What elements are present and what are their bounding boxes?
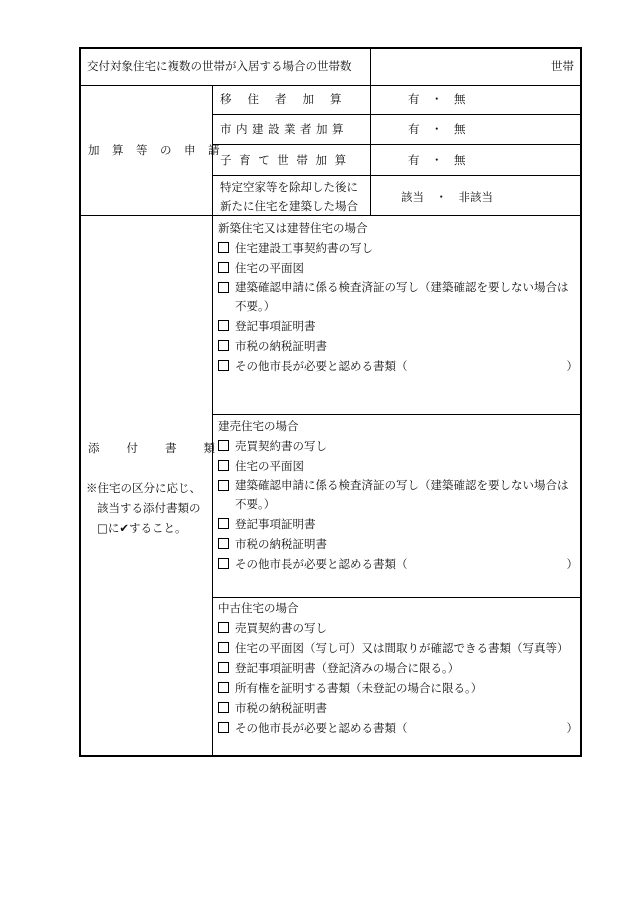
column-divider (212, 85, 213, 757)
row-divider (79, 85, 582, 86)
kasan-row-label: 移住者加算 (220, 92, 358, 106)
attachment-section-used (218, 598, 578, 738)
row-divider (212, 175, 582, 176)
checklist-item[interactable]: 住宅の平面図 (218, 258, 578, 278)
kasan-heading (88, 143, 232, 157)
close-paren: ） (566, 557, 578, 571)
row-divider (212, 144, 582, 145)
checklist-item[interactable]: 登記事項証明書 (218, 316, 578, 336)
attachment-section-built-for-sale (218, 416, 578, 574)
checklist-item[interactable]: 市税の納税証明書 (218, 534, 578, 554)
checklist-item[interactable]: 建築確認申請に係る検査済証の写し（建築確認を要しない場合は不要。） (218, 476, 578, 514)
kasan-row-label: 特定空家等を除却した後に (220, 180, 358, 194)
checkbox[interactable] (218, 722, 229, 733)
checkbox[interactable] (218, 282, 229, 293)
checkbox[interactable] (218, 340, 229, 351)
section-title: 中古住宅の場合 (218, 601, 299, 615)
note-line: □に✔すること。 (97, 521, 187, 535)
checklist-item[interactable]: 建築確認申請に係る検査済証の写し（建築確認を要しない場合は不要。） (218, 278, 578, 316)
attachments-note (86, 478, 201, 538)
kasan-row-label: 子育て世帯加算 (220, 153, 354, 167)
checklist-item[interactable]: その他市長が必要と認める書類（ ） (218, 718, 578, 738)
kasan-heading-text: 加算等の申請 (88, 143, 232, 157)
attachment-section-new (218, 218, 578, 376)
checkbox[interactable] (218, 622, 229, 633)
household-count-label: 交付対象住宅に複数の世帯が入居する場合の世帯数 (87, 59, 352, 73)
checkbox[interactable] (218, 702, 229, 713)
checklist-item[interactable]: その他市長が必要と認める書類（ ） (218, 554, 578, 574)
checklist-item[interactable]: 市税の納税証明書 (218, 336, 578, 356)
row-divider (212, 114, 582, 115)
row-divider (79, 215, 582, 216)
checkbox[interactable] (218, 642, 229, 653)
checkbox[interactable] (218, 262, 229, 273)
section-title: 建売住宅の場合 (218, 419, 299, 433)
section-title: 新築住宅又は建替住宅の場合 (218, 221, 368, 235)
checkbox[interactable] (218, 662, 229, 673)
household-unit: 世帯 (551, 59, 574, 73)
kasan-row-options: 該当 ・ 非該当 (401, 190, 493, 204)
section-divider (212, 414, 582, 415)
checkbox[interactable] (218, 320, 229, 331)
checklist-item[interactable]: 市税の納税証明書 (218, 698, 578, 718)
checklist-item[interactable]: 売買契約書の写し (218, 436, 578, 456)
checklist-item[interactable]: 売買契約書の写し (218, 618, 578, 638)
checkbox[interactable] (218, 682, 229, 693)
checkbox[interactable] (218, 518, 229, 529)
attachments-heading: 添付書類 (88, 441, 242, 455)
close-paren: ） (566, 359, 578, 373)
kasan-row-options: 有 ・ 無 (408, 122, 466, 136)
checkbox[interactable] (218, 242, 229, 253)
checklist-item[interactable]: 住宅の平面図 (218, 456, 578, 476)
checkbox[interactable] (218, 558, 229, 569)
kasan-row-options: 有 ・ 無 (408, 153, 466, 167)
checklist-item[interactable]: 登記事項証明書 (218, 514, 578, 534)
checkbox[interactable] (218, 538, 229, 549)
kasan-row-label: 市内建設業者加算 (220, 122, 348, 136)
note-line: 該当する添付書類の (97, 501, 201, 515)
checklist-item[interactable]: その他市長が必要と認める書類（ ） (218, 356, 578, 376)
checklist-item[interactable]: 住宅建設工事契約書の写し (218, 238, 578, 258)
kasan-row-options: 有 ・ 無 (408, 92, 466, 106)
checklist-item[interactable]: 所有権を証明する書類（未登記の場合に限る。） (218, 678, 578, 698)
checklist-item[interactable]: 登記事項証明書（登記済みの場合に限る。） (218, 658, 578, 678)
note-line: ※住宅の区分に応じ、 (86, 481, 201, 495)
kasan-row-label: 新たに住宅を建築した場合 (220, 199, 358, 213)
checkbox[interactable] (218, 440, 229, 451)
checkbox[interactable] (218, 360, 229, 371)
checkbox[interactable] (218, 460, 229, 471)
close-paren: ） (566, 721, 578, 735)
checkbox[interactable] (218, 480, 229, 491)
column-divider (370, 47, 371, 85)
column-divider (370, 85, 371, 215)
checklist-item[interactable]: 住宅の平面図（写し可）又は間取りが確認できる書類（写真等） (218, 638, 578, 658)
